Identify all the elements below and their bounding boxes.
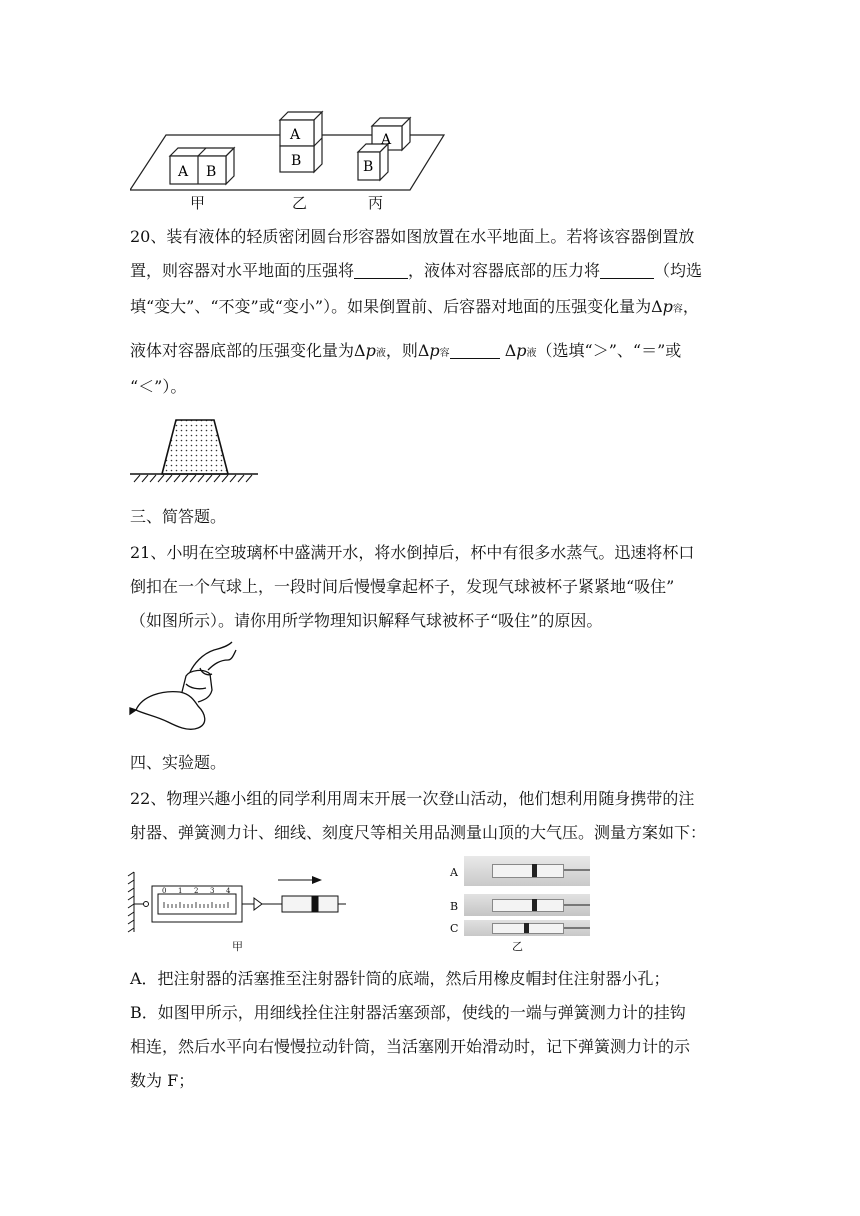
subscript-rong: 容 [672,304,683,315]
block-a-label: A [290,127,301,143]
q20-text: ，液体对容器底部的压力将 [408,261,601,280]
delta-p-symbol: Δp [499,341,527,360]
figure-label-yi: 乙 [512,940,523,953]
scale-number: 3 [210,887,215,895]
block-b-label: B [291,153,302,169]
subscript-ye: 液 [375,348,386,359]
delta-p-symbol: Δp [354,341,376,360]
balloon-cup-figure [128,640,238,732]
q21-line2: 倒扣在一个气球上，一段时间后慢慢拿起杯子，发现气球被杯子紧紧地“吸住” [130,577,675,596]
q21-line3: （如图所示）。请你用所学物理知识解释气球被杯子“吸住”的原因。 [130,611,603,630]
block-a-label: A [381,132,392,148]
q20-text: 置，则容器对水平地面的压强将 [130,261,355,280]
q20-line3 [130,296,699,321]
spring-scale-syringe-figure [126,862,348,934]
delta-p-symbol: Δp [417,341,440,360]
q22-step-a: A．把注射器的活塞推至注射器针筒的底端，然后用橡皮帽封住注射器小孔； [130,969,670,988]
scale-number: 2 [194,887,199,895]
section-heading: 四、实验题。 [130,753,227,772]
syringe-photo-c [464,920,590,936]
q20-text: （均选 [654,261,703,280]
block-b-label: B [206,164,217,180]
scale-number: 1 [178,887,183,895]
figure-label-jia: 甲 [232,940,243,953]
q20-text: 填“变大”、“不变”或“变小”）。如果倒置前、后容器对地面的压强变化量为 [130,297,652,316]
syringe-photo-a [464,856,590,886]
subscript-rong: 容 [439,348,450,359]
q20-line2 [130,260,702,282]
q22-step-b-line3: 数为 F； [130,1071,195,1090]
frustum-container-figure [130,414,262,490]
q20-text: 液体对容器底部的压强变化量为 [130,341,355,360]
scale-number: 4 [226,887,231,895]
section-heading: 三、简答题。 [130,507,227,526]
figure-label-bing: 丙 [368,194,384,212]
answer-blank[interactable] [450,342,500,359]
q20-line4 [130,340,681,365]
figure-label-yi: 乙 [292,194,308,212]
block-a-label: A [178,164,189,180]
scale-number: 0 [162,887,167,895]
block-b-label: B [363,159,374,175]
answer-blank[interactable] [600,262,654,279]
q20-text: （选填“＞”、“＝”或 [536,341,682,360]
answer-blank[interactable] [354,262,408,279]
syringe-label-a: A [450,866,458,879]
delta-p-symbol: Δp [651,297,673,316]
syringe-label-c: C [450,922,459,935]
figure-label-jia: 甲 [190,194,206,212]
q22-step-b-line2: 相连，然后水平向右慢慢拉动针筒，当活塞刚开始滑动时，记下弹簧测力计的示 [130,1037,691,1056]
subscript-ye: 液 [526,348,537,359]
q20-line1: 20、装有液体的轻质密闭圆台形容器如图放置在水平地面上。若将该容器倒置放 [130,227,695,246]
blocks-figure [130,108,450,216]
q21-line1: 21、小明在空玻璃杯中盛满开水，将水倒掉后，杯中有很多水蒸气。迅速将杯口 [130,543,695,562]
q20-line5: “＜”）。 [130,377,187,396]
syringe-label-b: B [450,900,459,913]
syringe-photo-b [464,894,590,916]
q22-line2: 射器、弹簧测力计、细线、刻度尺等相关用品测量山顶的大气压。测量方案如下： [130,823,707,842]
q22-step-b-line1: B．如图甲所示，用细线拴住注射器活塞颈部，使线的一端与弹簧测力计的挂钩 [130,1003,686,1022]
q20-text: ， [682,297,699,316]
syringe-photos-figure [442,856,592,940]
q22-line1: 22、物理兴趣小组的同学利用周末开展一次登山活动，他们想利用随身携带的注 [130,789,695,808]
q20-text: ，则 [385,341,418,360]
